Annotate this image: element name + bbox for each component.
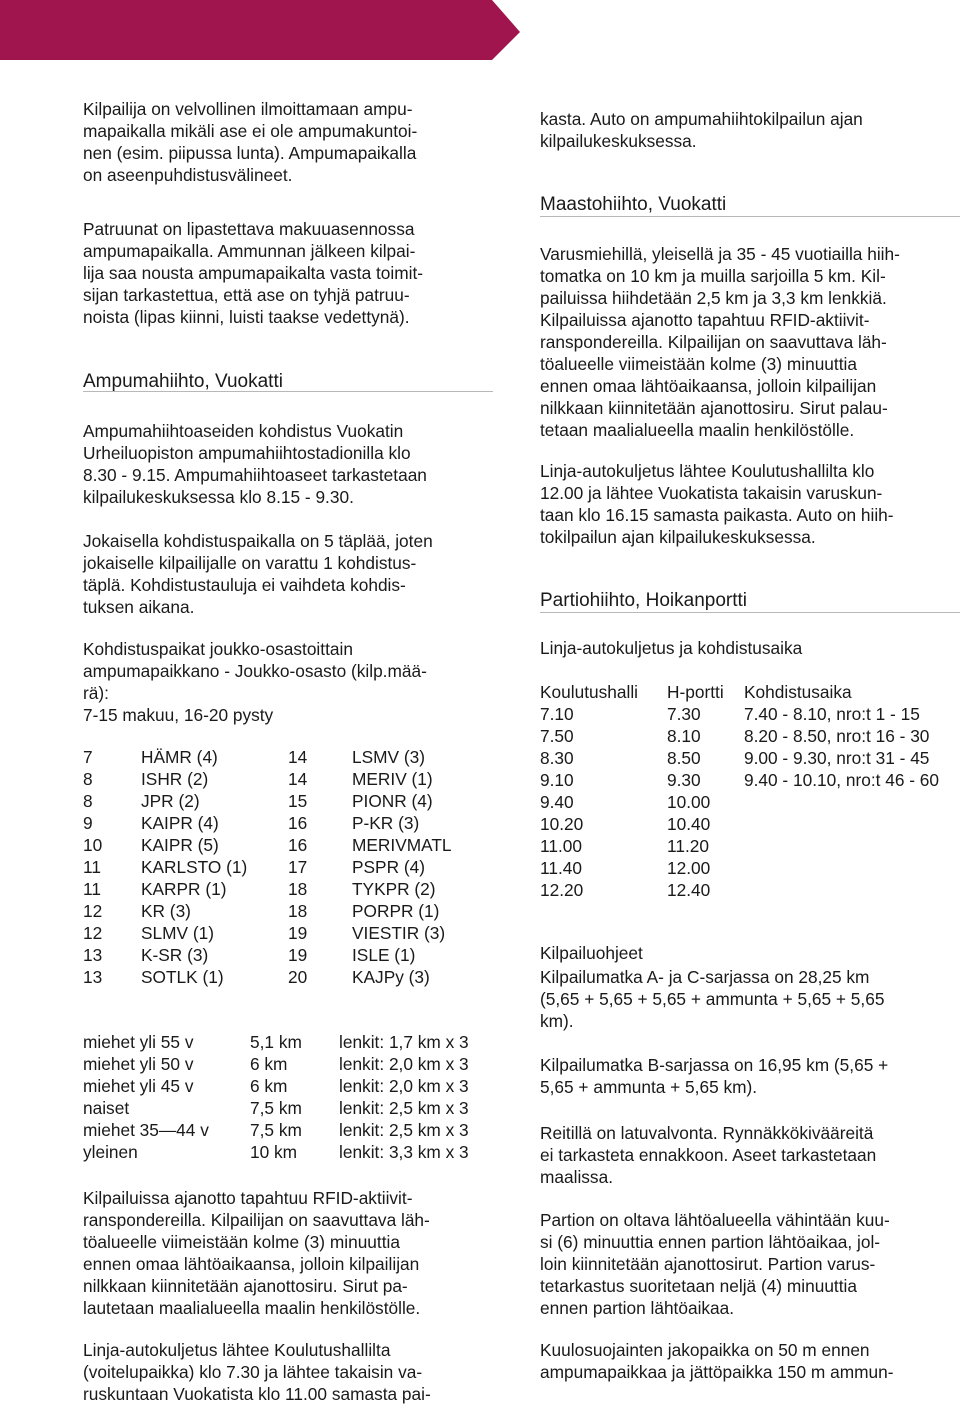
table-cell: 9 <box>83 813 93 833</box>
calibration-paragraph: Ampumahiihtoaseiden kohdistus Vuokatin Urheiluopiston ampumahiihtostadionilla klo 8.30 - 9.15. Ampumahiihtoaseet tarkastetaan kilpailukeskuksessa klo 8.15 - 9.30. <box>83 421 427 507</box>
table-cell: 12 <box>83 923 103 943</box>
table-cell: ISLE (1) <box>352 945 416 965</box>
table-cell: HÄMR (4) <box>141 747 218 767</box>
section-heading-ampumahiihto: Ampumahiihto, Vuokatti <box>83 371 283 392</box>
table-cell: 11.00 <box>540 836 582 856</box>
table-cell: 13 <box>83 945 103 965</box>
table-cell: PORPR (1) <box>352 901 440 921</box>
rules-paragraph-3: Reitillä on latuvalvonta. Rynnäkkökivääreitä ei tarkasteta ennakkoon. Aseet tarkastetaan maalissa. <box>540 1123 877 1187</box>
table-cell: 5,1 km <box>250 1032 302 1052</box>
table-cell: K-SR (3) <box>141 945 209 965</box>
table-cell: 8.20 - 8.50, nro:t 16 - 30 <box>744 726 930 746</box>
table-header-cell: H-portti <box>667 682 724 702</box>
table-cell: 11 <box>83 857 101 877</box>
table-cell: 10 <box>83 835 103 855</box>
section-divider <box>83 391 493 392</box>
intro-paragraph: Kilpailija on velvollinen ilmoittamaan ampu- mapaikalla mikäli ase ei ole ampumakuntoi- nen (esim. piipussa lunta). Ampumapaikalla on aseenpuhdistusvälineet. <box>83 99 418 185</box>
rfid-paragraph: Kilpailuissa ajanotto tapahtuu RFID-aktiivit- ranspondereilla. Kilpailijan on saavuttava läh- töalueelle viimeistään kolme (3) minuuttia ennen omaa lähtöaikaansa, jolloin kilpailijan nilkkaan kiinnitetään ajanottosiru. Sirut pa- lautetaan maalialueella maalin henkilöstölle. <box>83 1188 430 1318</box>
table-cell: P-KR (3) <box>352 813 420 833</box>
table-cell: 18 <box>288 879 308 899</box>
table-cell: yleinen <box>83 1142 138 1162</box>
table-header-cell: Kohdistusaika <box>744 682 852 702</box>
table-cell: miehet yli 45 v <box>83 1076 194 1096</box>
table-cell: 19 <box>288 945 308 965</box>
table-cell: 7.50 <box>540 726 574 746</box>
section-heading-partiohiihto: Partiohiihto, Hoikanportti <box>540 590 747 611</box>
table-cell: 11 <box>83 879 101 899</box>
header-banner <box>0 0 960 60</box>
table-cell: 7.10 <box>540 704 574 724</box>
bus2-paragraph: Linja-autokuljetus lähtee Koulutushallilta klo 12.00 ja lähtee Vuokatista takaisin varuskun- taan klo 16.15 samasta paikasta. Auto on hiih- tokilpailun ajan kilpailukeskuksessa. <box>540 461 894 547</box>
section-divider <box>540 612 960 613</box>
table-cell: 17 <box>288 857 308 877</box>
table-cell: VIESTIR (3) <box>352 923 446 943</box>
table-cell: 7,5 km <box>250 1098 302 1118</box>
continued-paragraph: kasta. Auto on ampumahiihtokilpailun ajan kilpailukeskuksessa. <box>540 109 863 151</box>
table-cell: lenkit: 2,0 km x 3 <box>339 1076 469 1096</box>
table-cell: KAJPy (3) <box>352 967 430 987</box>
spots-paragraph: Jokaisella kohdistuspaikalla on 5 täplää, joten jokaiselle kilpailijalle on varattu 1 kohdistus- täplä. Kohdistustauluja ei vaihdeta kohdis- tuksen aikana. <box>83 531 433 617</box>
table-cell: KARPR (1) <box>141 879 227 899</box>
table-cell: SLMV (1) <box>141 923 214 943</box>
rules-paragraph-2: Kilpailumatka B-sarjassa on 16,95 km (5,65 + 5,65 + ammunta + 5,65 km). <box>540 1055 889 1097</box>
table-cell: 14 <box>288 747 308 767</box>
table-cell: lenkit: 2,5 km x 3 <box>339 1098 469 1118</box>
table-cell: 12.20 <box>540 880 584 900</box>
table-cell: miehet 35—44 v <box>83 1120 209 1140</box>
table-cell: lenkit: 1,7 km x 3 <box>339 1032 469 1052</box>
table-cell: 12 <box>83 901 103 921</box>
table-cell: ISHR (2) <box>141 769 209 789</box>
bus-paragraph: Linja-autokuljetus lähtee Koulutushallilta (voitelupaikka) klo 7.30 ja lähtee takaisin va- ruskuntaan Vuokatista klo 11.00 samasta pai- <box>83 1340 431 1404</box>
table-cell: lenkit: 3,3 km x 3 <box>339 1142 469 1162</box>
table-cell: KAIPR (5) <box>141 835 219 855</box>
table-cell: 7,5 km <box>250 1120 302 1140</box>
table-cell: 8 <box>83 769 93 789</box>
table-cell: 8.10 <box>667 726 701 746</box>
table-cell: 6 km <box>250 1076 288 1096</box>
table-cell: 10.20 <box>540 814 584 834</box>
rules-paragraph-4: Partion on oltava lähtöalueella vähintään kuu- si (6) minuuttia ennen partion lähtöaikaa, jol- loin kiinnitetään ajanottosirut. Partion varus- tetarkastus suoritetaan neljä (4) minuuttia ennen partion lähtöaikaa. <box>540 1210 890 1318</box>
cartridge-paragraph: Patruunat on lipastettava makuuasennossa ampumapaikalla. Ammunnan jälkeen kilpai- lija saa nousta ampumapaikalta vasta toimit- sijan tarkastettua, että ase on tyhjä patruu- noista (lipas kiinni, luisti taakse vedettynä). <box>83 219 424 327</box>
table-cell: 11.20 <box>667 836 709 856</box>
table-cell: PIONR (4) <box>352 791 433 811</box>
table-cell: lenkit: 2,5 km x 3 <box>339 1120 469 1140</box>
table-cell: JPR (2) <box>141 791 200 811</box>
section-divider <box>540 216 960 217</box>
table-cell: 8 <box>83 791 93 811</box>
section-heading-maastohiihto: Maastohiihto, Vuokatti <box>540 194 727 215</box>
table-cell: MERIVMATL <box>352 835 452 855</box>
table-cell: TYKPR (2) <box>352 879 436 899</box>
table-cell: 10.40 <box>667 814 711 834</box>
table-cell: 20 <box>288 967 308 987</box>
table-cell: KARLSTO (1) <box>141 857 248 877</box>
table-cell: 18 <box>288 901 308 921</box>
table-cell: LSMV (3) <box>352 747 425 767</box>
rules-title: Kilpailuohjeet <box>540 943 643 963</box>
table-cell: 9.00 - 9.30, nro:t 31 - 45 <box>744 748 930 768</box>
table-cell: 15 <box>288 791 308 811</box>
xc-paragraph: Varusmiehillä, yleisellä ja 35 - 45 vuotiailla hiih- tomatka on 10 km ja muilla sarjoilla 5 km. Kil- pailuissa hiihdetään 2,5 km ja 3,3 km lenkkiä. Kilpailuissa ajanotto tapahtuu RFID-aktiivit- ranspondereilla. Kilpailijan on saavuttava läh- töalueelle viimeistään kolme (3) minuuttia ennen omaa lähtöaikaansa, jolloin kilpailijan nilkkaan kiinnitetään ajanottosiru. Sirut palau- tetaan maalialueella maalin henkilöstölle. <box>540 244 900 440</box>
table-cell: 11.40 <box>540 858 582 878</box>
table-cell: 9.10 <box>540 770 574 790</box>
table-cell: 7.40 - 8.10, nro:t 1 - 15 <box>744 704 920 724</box>
table-cell: 16 <box>288 813 308 833</box>
table-cell: KAIPR (4) <box>141 813 219 833</box>
table-header-cell: Koulutushalli <box>540 682 638 702</box>
table-cell: lenkit: 2,0 km x 3 <box>339 1054 469 1074</box>
table-cell: 8.50 <box>667 748 701 768</box>
table-cell: 13 <box>83 967 103 987</box>
table-cell: 7 <box>83 747 93 767</box>
table-cell: naiset <box>83 1098 130 1118</box>
schedule-subtitle: Linja-autokuljetus ja kohdistusaika <box>540 638 803 658</box>
table-cell: miehet yli 55 v <box>83 1032 194 1052</box>
table-cell: 19 <box>288 923 308 943</box>
rules-paragraph-5: Kuulosuojainten jakopaikka on 50 m ennen ampumapaikkaa ja jättöpaikka 150 m ammun- <box>540 1340 894 1382</box>
table-cell: 9.40 - 10.10, nro:t 46 - 60 <box>744 770 940 790</box>
table-cell: miehet yli 50 v <box>83 1054 194 1074</box>
table-cell: KR (3) <box>141 901 191 921</box>
table-cell: 7.30 <box>667 704 701 724</box>
table-cell: 10 km <box>250 1142 298 1162</box>
table-cell: PSPR (4) <box>352 857 425 877</box>
table-cell: 16 <box>288 835 308 855</box>
table-cell: 12.40 <box>667 880 711 900</box>
table-cell: 14 <box>288 769 308 789</box>
table-cell: SOTLK (1) <box>141 967 224 987</box>
table-cell: 12.00 <box>667 858 711 878</box>
table-cell: MERIV (1) <box>352 769 433 789</box>
table-cell: 8.30 <box>540 748 574 768</box>
table-cell: 9.30 <box>667 770 701 790</box>
table-cell: 9.40 <box>540 792 574 812</box>
table-cell: 6 km <box>250 1054 288 1074</box>
places-paragraph: Kohdistuspaikat joukko-osastoittain ampumapaikkano - Joukko-osasto (kilp.mää- rä): 7-15 makuu, 16-20 pysty <box>83 639 427 725</box>
table-cell: 10.00 <box>667 792 711 812</box>
rules-paragraph-1: Kilpailumatka A- ja C-sarjassa on 28,25 km (5,65 + 5,65 + 5,65 + ammunta + 5,65 + 5,65 km). <box>540 967 885 1031</box>
